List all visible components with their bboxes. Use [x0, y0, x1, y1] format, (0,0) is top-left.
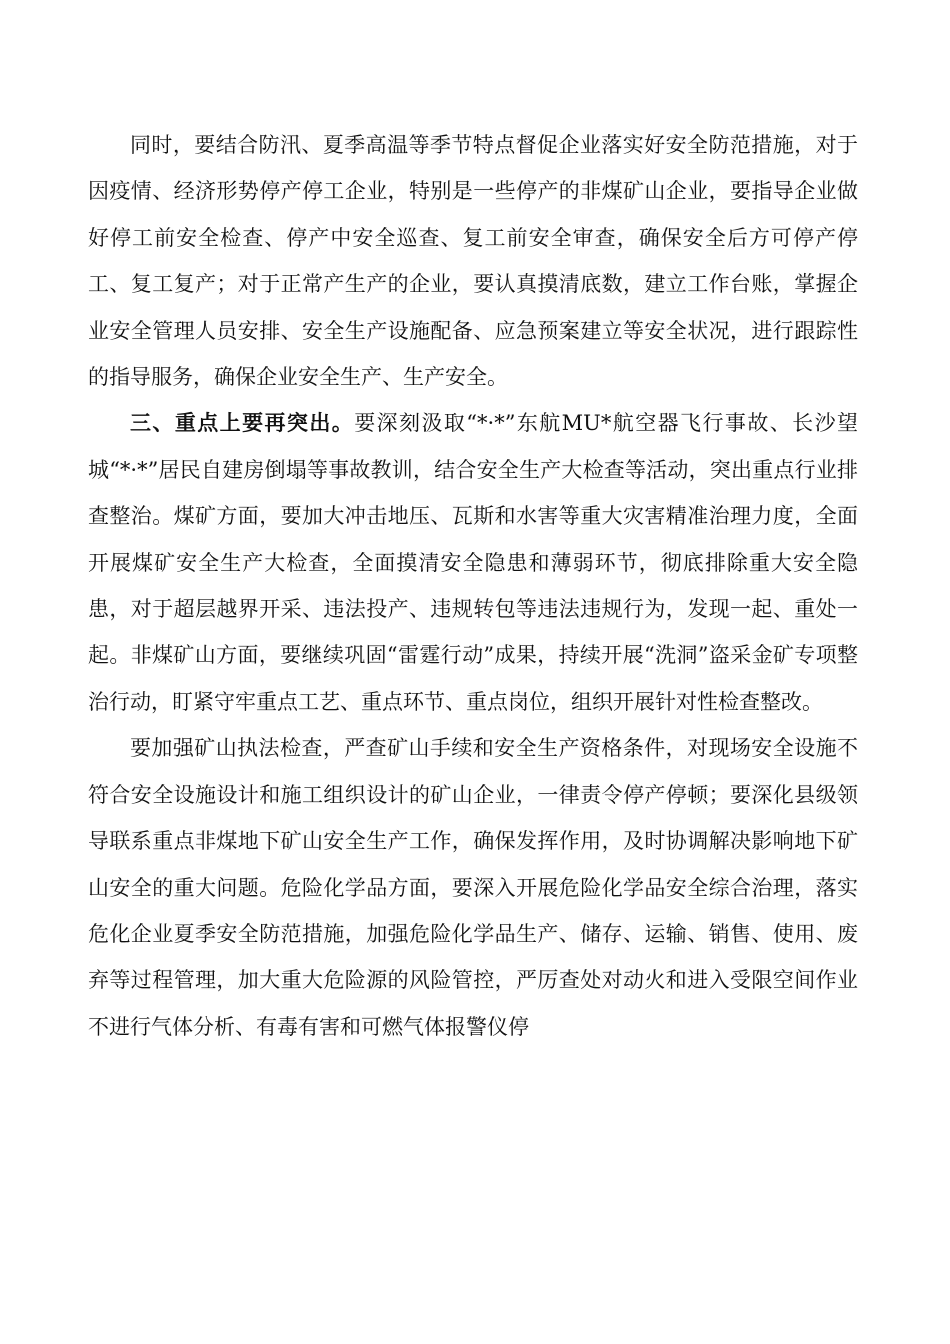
paragraph-3 [88, 725, 858, 1050]
section-heading-3: 三、重点上要再突出。 [130, 411, 355, 436]
paragraph-2-text: 要深刻汲取“*·*”东航MU*航空器飞行事故、长沙望城“*·*”居民自建房倒塌等事故教训，结合安全生产大检查等活动，突出重点行业排查整治。煤矿方面，要加大冲击地压、瓦斯和水害等重大灾害精准治理力度，全面开展煤矿安全生产大检查，全面摸清安全隐患和薄弱环节，彻底排除重大安全隐患，对于超层越界开采、违法投产、违规转包等违法违规行为，发现一起、重处一起。非煤矿山方面，要继续巩固“雷霆行动”成果，持续开展“洗洞”盗采金矿专项整治行动，盯紧守牢重点工艺、重点环节、重点岗位，组织开展针对性检查整改。 [88, 411, 858, 714]
paragraph-1-text: 同时，要结合防汛、夏季高温等季节特点督促企业落实好安全防范措施，对于因疫情、经济形势停产停工企业，特别是一些停产的非煤矿山企业，要指导企业做好停工前安全检查、停产中安全巡查、复工前安全审查，确保安全后方可停产停工、复工复产；对于正常产生产的企业，要认真摸清底数，建立工作台账，掌握企业安全管理人员安排、安全生产设施配备、应急预案建立等安全状况，进行跟踪性的指导服务，确保企业安全生产、生产安全。 [88, 133, 858, 390]
paragraph-2 [88, 400, 858, 725]
document-body [88, 122, 858, 1050]
paragraph-3-text: 要加强矿山执法检查，严查矿山手续和安全生产资格条件，对现场安全设施不符合安全设施设计和施工组织设计的矿山企业，一律责令停产停顿；要深化县级领导联系重点非煤地下矿山安全生产工作，确保发挥作用，及时协调解决影响地下矿山安全的重大问题。危险化学品方面，要深入开展危险化学品安全综合治理，落实危化企业夏季安全防范措施，加强危险化学品生产、储存、运输、销售、使用、废弃等过程管理，加大重大危险源的风险管控，严厉查处对动火和进入受限空间作业不进行气体分析、有毒有害和可燃气体报警仪停 [88, 736, 858, 1039]
paragraph-1 [88, 122, 858, 400]
